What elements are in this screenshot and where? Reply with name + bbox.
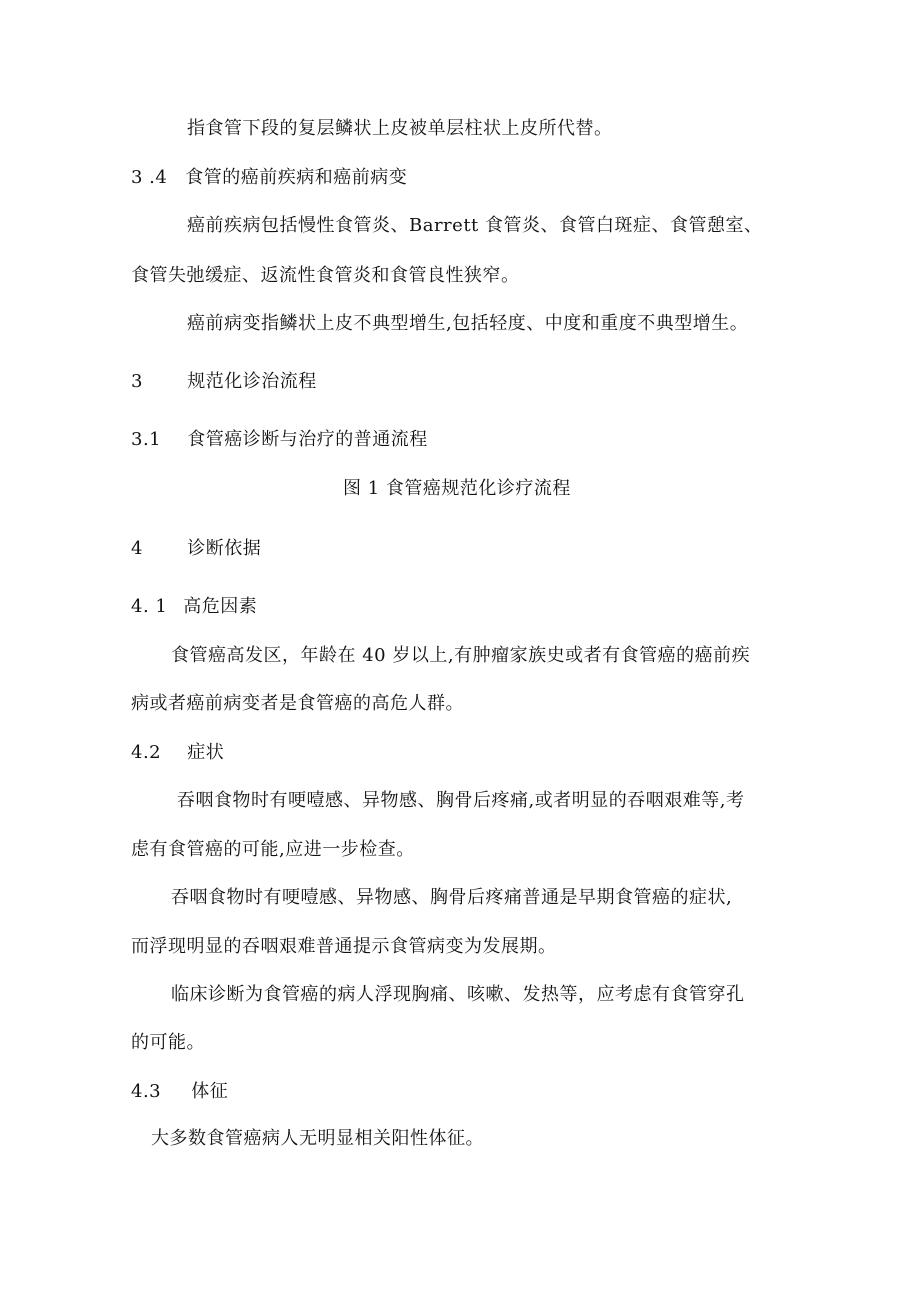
paragraph-symptoms-3: 临床诊断为食管癌的病人浮现胸痛、咳嗽、发热等，应考虑有食管穿孔 <box>171 984 745 1005</box>
section-title: 症状 <box>187 742 225 763</box>
section-title: 高危因素 <box>183 596 258 617</box>
section-number: 3.1 <box>131 429 162 450</box>
paragraph-symptoms-3-cont: 的可能。 <box>131 1032 205 1053</box>
section-title: 食管癌诊断与治疗的普通流程 <box>187 429 428 450</box>
section-heading-4-3 <box>131 1080 228 1104</box>
section-heading-3-1 <box>131 428 428 452</box>
section-title: 诊断依据 <box>187 538 262 559</box>
section-heading-4-1 <box>131 595 257 619</box>
paragraph-risk-factors-cont: 病或者癌前病变者是食管癌的高危人群。 <box>131 693 464 714</box>
paragraph-precancerous-lesions: 癌前病变指鳞状上皮不典型增生,包括轻度、中度和重度不典型增生。 <box>187 313 749 334</box>
section-title: 规范化诊治流程 <box>187 371 317 392</box>
paragraph-symptoms-1-cont: 虑有食管癌的可能,应进一步检查。 <box>131 839 415 860</box>
paragraph-risk-factors: 食管癌高发区，年龄在 40 岁以上,有肿瘤家族史或者有食管癌的癌前疾 <box>171 645 751 666</box>
paragraph-symptoms-2-cont: 而浮现明显的吞咽艰难普通提示食管病变为发展期。 <box>131 936 557 957</box>
section-number: 4.3 <box>131 1081 162 1102</box>
figure-caption: 图 1 食管癌规范化诊疗流程 <box>343 478 571 499</box>
section-number: 3 <box>131 371 143 392</box>
section-number: 3 .4 <box>131 167 168 188</box>
section-heading-4-2 <box>131 741 224 765</box>
paragraph-precancerous-diseases-cont: 食管失弛缓症、返流性食管炎和食管良性狭窄。 <box>131 265 520 286</box>
section-title: 食管的癌前疾病和癌前病变 <box>185 167 408 188</box>
paragraph-signs: 大多数食管癌病人无明显相关阳性体征。 <box>151 1128 484 1149</box>
section-heading-4 <box>131 537 261 561</box>
paragraph-symptoms-2: 吞咽食物时有哽噎感、异物感、胸骨后疼痛普通是早期食管癌的症状, <box>171 887 733 908</box>
paragraph-barrett-definition: 指食管下段的复层鳞状上皮被单层柱状上皮所代替。 <box>187 118 613 139</box>
paragraph-precancerous-diseases: 癌前疾病包括慢性食管炎、Barrett 食管炎、食管白斑症、食管憩室、 <box>187 215 763 236</box>
section-title: 体征 <box>191 1081 229 1102</box>
section-number: 4.2 <box>131 742 162 763</box>
section-heading-3-4 <box>131 166 407 190</box>
section-heading-3 <box>131 370 317 394</box>
section-number: 4. 1 <box>131 596 168 617</box>
paragraph-symptoms-1: 吞咽食物时有哽噎感、异物感、胸骨后疼痛,或者明显的吞咽艰难等,考 <box>177 790 745 811</box>
section-number: 4 <box>131 538 143 559</box>
